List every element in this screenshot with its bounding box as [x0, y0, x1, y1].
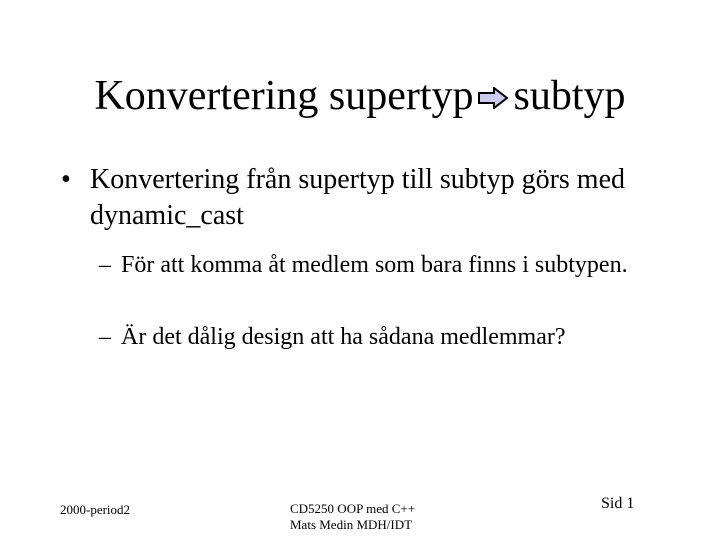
bullet-item — [61, 162, 670, 234]
slide-title — [0, 68, 720, 127]
title-text-before-arrow: Konvertering supertyp — [94, 73, 474, 119]
sub-bullet-text: För att komma åt medlem som bara finns i subtypen. — [121, 252, 628, 278]
footer-course-info — [290, 501, 415, 533]
sub-bullet-marker: – — [99, 252, 111, 278]
bullet-text: Konvertering från supertyp till subtyp görs med dynamic_cast — [90, 164, 626, 231]
sub-bullet-marker: – — [99, 324, 111, 350]
sub-bullet-item — [99, 250, 661, 281]
footer-date: 2000-period2 — [60, 502, 131, 517]
sub-bullet-item — [99, 322, 661, 353]
slide-number: Sid 1 — [601, 495, 635, 512]
bullet-marker: • — [61, 164, 71, 195]
title-text-after-arrow: subtyp — [513, 73, 626, 119]
footer-course-line: CD5250 OOP med C++ — [290, 501, 416, 516]
right-arrow-icon — [478, 68, 508, 124]
sub-bullet-text: Är det dålig design att ha sådana medlemmar? — [121, 324, 566, 350]
footer-author-line: Mats Medin MDH/IDT — [290, 517, 413, 532]
